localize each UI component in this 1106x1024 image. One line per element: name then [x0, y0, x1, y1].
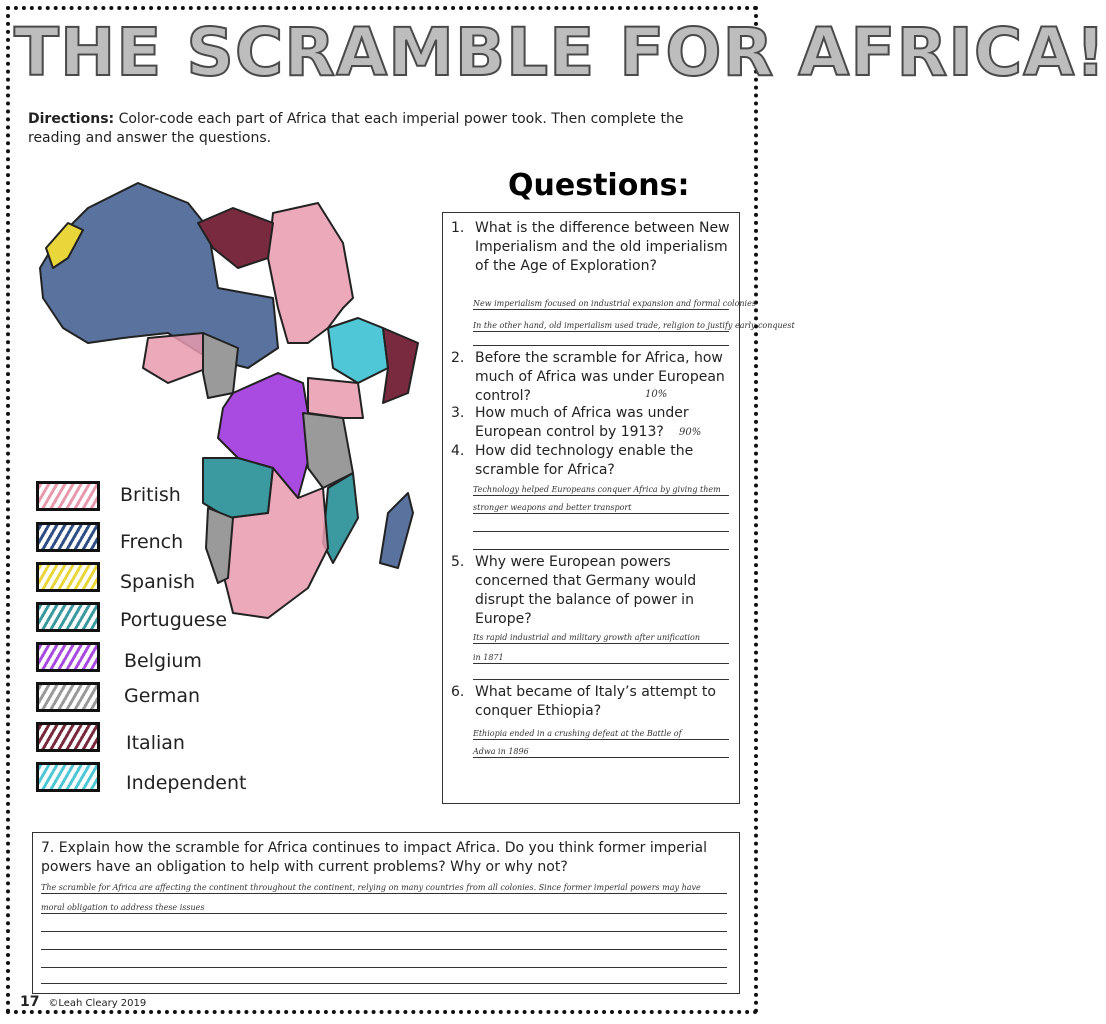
answer-line[interactable] [41, 931, 727, 932]
region-portuguese-angola [203, 458, 273, 518]
legend-label-italian: Italian [126, 732, 185, 754]
answer-line[interactable] [473, 513, 729, 514]
answer-line[interactable] [473, 345, 729, 346]
legend-swatch-spanish [36, 562, 100, 592]
legend-swatch-independent [36, 762, 100, 792]
answer-line-text: Technology helped Europeans conquer Africa by giving them [473, 485, 721, 494]
answer-line[interactable] [41, 893, 727, 894]
answer-line[interactable] [473, 309, 729, 310]
question-number: 5. [451, 554, 465, 570]
questions-heading: Questions: [508, 168, 690, 203]
questions-box [442, 212, 795, 804]
legend-label-british: British [120, 484, 181, 506]
answer-line[interactable] [473, 757, 729, 758]
region-british-east [268, 203, 353, 343]
answer-line[interactable] [41, 983, 727, 984]
legend-label-belgium: Belgium [124, 650, 202, 672]
answer-line[interactable] [41, 967, 727, 968]
region-independent [328, 318, 388, 383]
question-number: 1. [451, 220, 465, 236]
answer-inline: 90% [679, 427, 702, 438]
answer-line-text: moral obligation to address these issues [41, 903, 205, 912]
region-british-west [143, 333, 208, 383]
answer-line[interactable] [473, 331, 729, 332]
region-madagascar [380, 493, 413, 568]
answer-line[interactable] [473, 663, 729, 664]
answer-line[interactable] [473, 531, 729, 532]
question-7-box [32, 832, 740, 994]
answer-line[interactable] [41, 949, 727, 950]
question-number: 2. [451, 350, 465, 366]
answer-line-text: Its rapid industrial and military growth after unification [473, 633, 700, 642]
directions-text: Color-code each part of Africa that each imperial power took. Then complete the reading and answer the questions. [28, 111, 684, 146]
legend-swatch-italian [36, 722, 100, 752]
question-text: What is the difference between New Imperialism and the old imperialism of the Age of Exploration? [475, 220, 730, 274]
legend-label-french: French [120, 531, 184, 553]
legend-label-independent: Independent [126, 772, 247, 794]
question-text: How much of Africa was under European control by 1913? [475, 405, 689, 440]
answer-line-text: Adwa in 1896 [473, 747, 529, 756]
legend-swatch-portuguese [36, 602, 100, 632]
legend-swatch-british [36, 481, 100, 511]
page-number: 17 [20, 994, 40, 1010]
region-british-kenya [308, 378, 363, 418]
answer-line[interactable] [41, 913, 727, 914]
answer-line[interactable] [473, 495, 729, 496]
answer-line[interactable] [473, 549, 729, 550]
answer-line-text: stronger weapons and better transport [473, 503, 632, 512]
directions-label: Directions: [28, 111, 115, 127]
question-text: Why were European powers concerned that Germany would disrupt the balance of power in Europe? [475, 554, 697, 627]
legend-swatch-german [36, 682, 100, 712]
answer-line-text: The scramble for Africa are affecting the continent throughout the continent, relying on many countries from all colonies. Since former imperial powers may have [41, 883, 701, 892]
answer-line-text: Ethiopia ended in a crushing defeat at the Battle of [473, 729, 682, 738]
answer-line[interactable] [473, 739, 729, 740]
question-text: Before the scramble for Africa, how much of Africa was under European control? [475, 350, 725, 404]
region-italian-somali [383, 328, 418, 403]
legend-label-spanish: Spanish [120, 571, 196, 593]
question-number: 4. [451, 443, 465, 459]
footer [20, 994, 146, 1010]
answer-line[interactable] [473, 679, 729, 680]
answer-line-text: In the other hand, old imperialism used trade, religion to justify early conquest [473, 321, 795, 330]
question-number: 3. [451, 405, 465, 421]
page-title: THE SCRAMBLE FOR AFRICA! [14, 14, 1106, 91]
legend-label-german: German [124, 685, 201, 707]
legend-label-portuguese: Portuguese [120, 609, 228, 631]
answer-line[interactable] [473, 643, 729, 644]
directions [28, 110, 728, 148]
copyright: ©Leah Cleary 2019 [48, 998, 147, 1009]
question-text: How did technology enable the scramble for Africa? [475, 443, 694, 478]
question-number: 6. [451, 684, 465, 700]
question-text: What became of Italy’s attempt to conquer Ethiopia? [475, 684, 716, 719]
answer-line-text: in 1871 [473, 653, 504, 662]
question-7-text: 7. Explain how the scramble for Africa continues to impact Africa. Do you think former imperial powers have an obligation to help with current problems? Why or why not? [41, 840, 707, 875]
answer-line-text: New imperialism focused on industrial expansion and formal colonies [473, 299, 756, 308]
legend-swatch-belgium [36, 642, 100, 672]
region-german-sw [206, 508, 233, 583]
legend-swatch-french [36, 522, 100, 552]
answer-inline: 10% [645, 389, 668, 400]
